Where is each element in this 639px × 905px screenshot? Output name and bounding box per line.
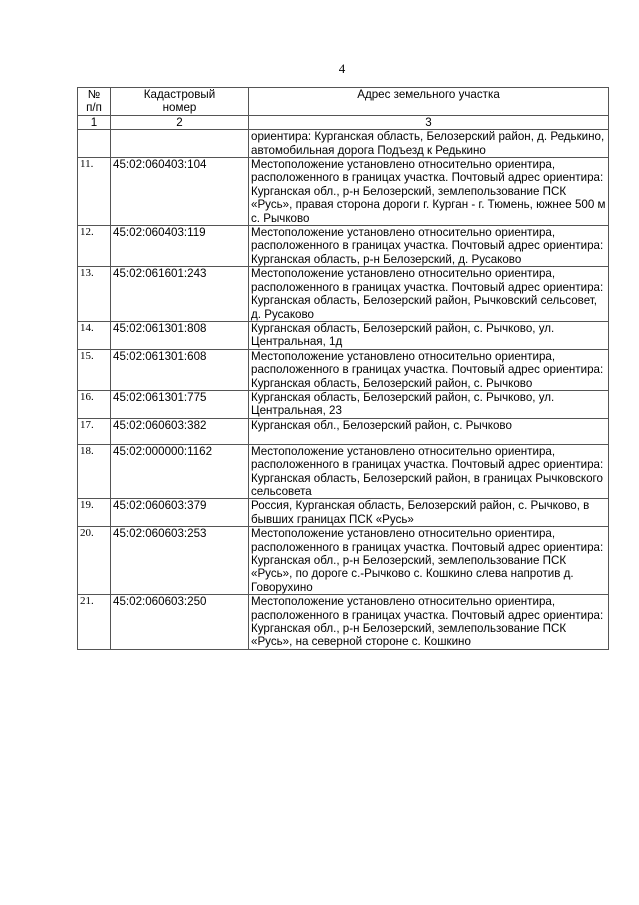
column-number: 1: [78, 115, 111, 129]
table-row: [78, 158, 609, 226]
row-number: 18.: [78, 444, 111, 499]
table-row: [78, 267, 609, 322]
column-numbers-row: [78, 115, 609, 129]
table-row: [78, 418, 609, 444]
cadastral-number: 45:02:060603:250: [111, 595, 249, 650]
row-number: 19.: [78, 499, 111, 527]
cadastral-number: [111, 130, 249, 158]
cadastral-number: 45:02:061301:608: [111, 349, 249, 390]
cadastral-number: 45:02:061301:775: [111, 390, 249, 418]
table-row: [78, 390, 609, 418]
table-row: [78, 321, 609, 349]
row-number: [78, 130, 111, 158]
cadastral-number: 45:02:061301:808: [111, 321, 249, 349]
row-number: 21.: [78, 595, 111, 650]
cadastral-number: 45:02:060403:104: [111, 158, 249, 226]
row-number: 15.: [78, 349, 111, 390]
cadastral-number: 45:02:060603:382: [111, 418, 249, 444]
row-number: 16.: [78, 390, 111, 418]
cadastral-number: 45:02:060603:379: [111, 499, 249, 527]
address-cell: ориентира: Курганская область, Белозерский район, д. Редькино, автомобильная дорога Подъезд к Редькино: [249, 130, 609, 158]
row-number: 20.: [78, 527, 111, 595]
table-row: [78, 349, 609, 390]
table-row: [78, 444, 609, 499]
cadastral-number: 45:02:000000:1162: [111, 444, 249, 499]
table-row: [78, 130, 609, 158]
row-number: 12.: [78, 226, 111, 267]
cadastral-number: 45:02:060603:253: [111, 527, 249, 595]
table-row: [78, 499, 609, 527]
table-row: [78, 226, 609, 267]
cadastral-number: 45:02:060403:119: [111, 226, 249, 267]
row-number: 11.: [78, 158, 111, 226]
table-header-row: [78, 88, 609, 116]
table-row: [78, 595, 609, 650]
address-cell: Курганская область, Белозерский район, с. Рычково, ул. Центральная, 23: [249, 390, 609, 418]
row-number: 17.: [78, 418, 111, 444]
address-cell: Россия, Курганская область, Белозерский район, с. Рычково, в бывших границах ПСК «Русь»: [249, 499, 609, 527]
address-cell: Местоположение установлено относительно ориентира, расположенного в границах участка. Почтовый адрес ориентира: Курганская область, Белозерский район, Рычковский сельсовет, д. Русаково: [249, 267, 609, 322]
address-cell: Местоположение установлено относительно ориентира, расположенного в границах участка. Почтовый адрес ориентира: Курганская обл., р-н Белозерский, землепользование ПСК «Русь», на северной стороне с. Кошкино: [249, 595, 609, 650]
cadastral-number: 45:02:061601:243: [111, 267, 249, 322]
column-number: 2: [111, 115, 249, 129]
address-cell: Местоположение установлено относительно ориентира, расположенного в границах участка. Почтовый адрес ориентира: Курганская область, Белозерский район, с. Рычково: [249, 349, 609, 390]
land-plots-table: [77, 87, 609, 650]
address-cell: Местоположение установлено относительно ориентира, расположенного в границах участка. Почтовый адрес ориентира: Курганская обл., р-н Белозерский, землепользование ПСК «Русь», по дороге с.-Рычково с. Кошкино слева напротив д. Говорухино: [249, 527, 609, 595]
row-number: 14.: [78, 321, 111, 349]
address-cell: Курганская область, Белозерский район, с. Рычково, ул. Центральная, 1д: [249, 321, 609, 349]
address-cell: Местоположение установлено относительно ориентира, расположенного в границах участка. Почтовый адрес ориентира: Курганская обл., р-н Белозерский, землепользование ПСК «Русь», правая сторона дороги г. Курган - г. Тюмень, южнее 500 м с. Рычково: [249, 158, 609, 226]
table-row: [78, 527, 609, 595]
page-number: 4: [338, 61, 346, 76]
header-address: Адрес земельного участка: [249, 88, 609, 116]
header-cadastral: Кадастровый номер: [111, 88, 249, 116]
address-cell: Курганская обл., Белозерский район, с. Рычково: [249, 418, 609, 444]
row-number: 13.: [78, 267, 111, 322]
column-number: 3: [249, 115, 609, 129]
address-cell: Местоположение установлено относительно ориентира, расположенного в границах участка. Почтовый адрес ориентира: Курганская область, Белозерский район, в границах Рычковского сельсовета: [249, 444, 609, 499]
header-num: № п/п: [78, 88, 111, 116]
address-cell: Местоположение установлено относительно ориентира, расположенного в границах участка. Почтовый адрес ориентира: Курганская область, р-н Белозерский, д. Русаково: [249, 226, 609, 267]
